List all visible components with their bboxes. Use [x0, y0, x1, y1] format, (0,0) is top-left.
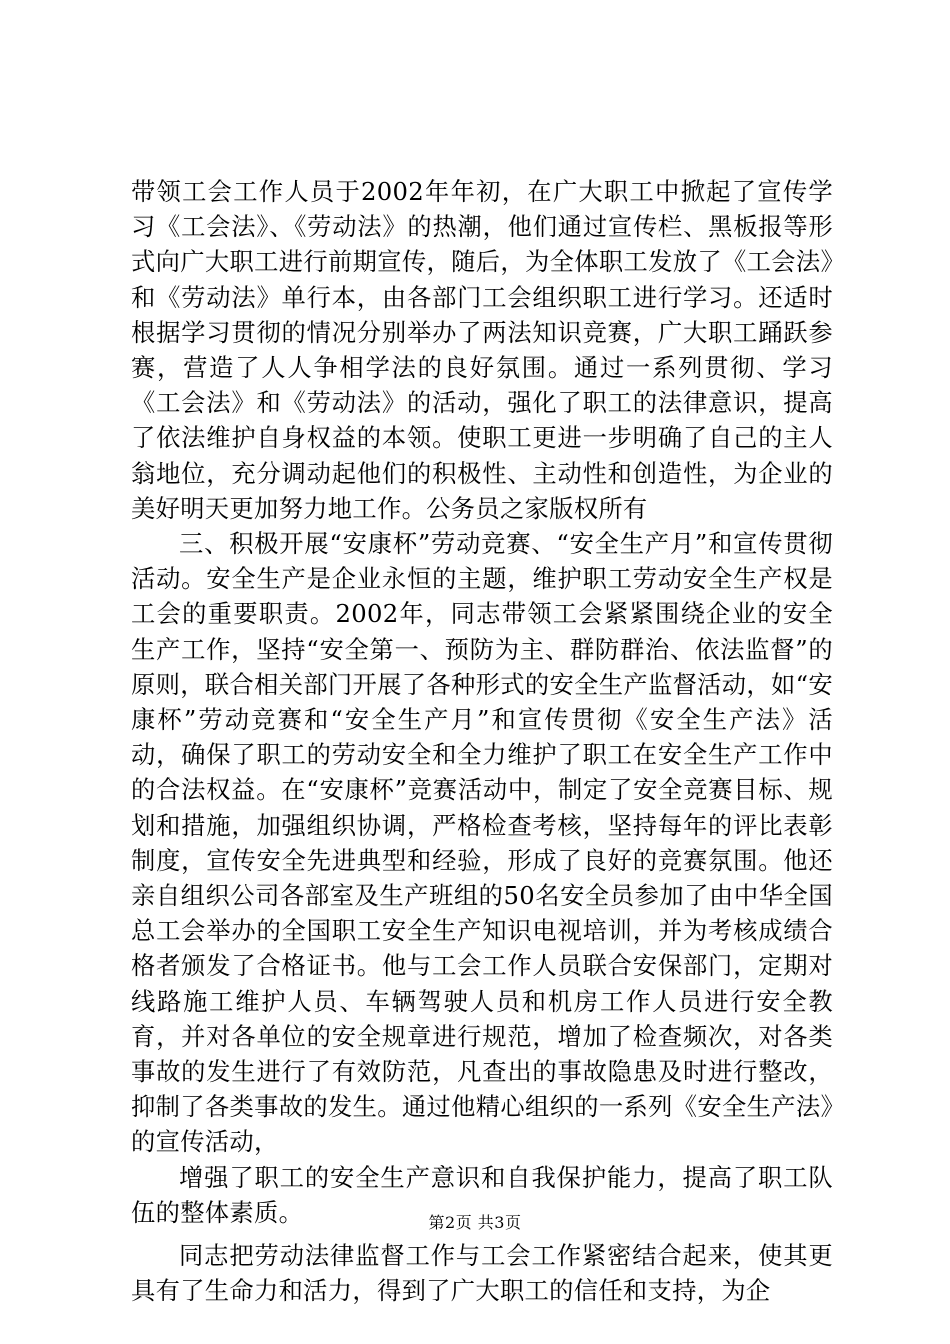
- paragraph-2: 三、积极开展“安康杯”劳动竞赛、“安全生产月”和宣传贯彻活动。安全生产是企业永恒的主题，维护职工劳动安全生产权是工会的重要职责。2002年，同志带领工会紧紧围绕企业的安全生产工作，坚持“安全第一、预防为主、群防群治、依法监督”的原则，联合相关部门开展了各种形式的安全生产监督活动，如“安康杯”劳动竞赛和“安全生产月”和宣传贯彻《安全生产法》活动，确保了职工的劳动安全和全力维护了职工在安全生产工作中的合法权益。在“安康杯”竞赛活动中，制定了安全竞赛目标、规划和措施，加强组织协调，严格检查考核，坚持每年的评比表彰制度，宣传安全先进典型和经验，形成了良好的竞赛氛围。他还亲自组织公司各部室及生产班组的50名安全员参加了由中华全国总工会举办的全国职工安全生产知识电视培训，并为考核成绩合格者颁发了合格证书。他与工会工作人员联合安保部门，定期对线路施工维护人员、车辆驾驶人员和机房工作人员进行安全教育，并对各单位的安全规章进行规范，增加了检查频次，对各类事故的发生进行了有效防范，凡查出的事故隐患及时进行整改，抑制了各类事故的发生。通过他精心组织的一系列《安全生产法》的宣传活动，: [131, 529, 833, 1157]
- paragraph-1: 带领工会工作人员于2002年年初，在广大职工中掀起了宣传学习《工会法》、《劳动法》的热潮，他们通过宣传栏、黑板报等形式向广大职工进行前期宣传，随后，为全体职工发放了《工会法》和《劳动法》单行本，由各部门工会组织职工进行学习。还适时根据学习贯彻的情况分别举办了两法知识竞赛，广大职工踊跃参赛，营造了人人争相学法的良好氛围。通过一系列贯彻、学习《工会法》和《劳动法》的活动，强化了职工的法律意识，提高了依法维护自身权益的本领。使职工更进一步明确了自己的主人翁地位，充分调动起他们的积极性、主动性和创造性，为企业的美好明天更加努力地工作。公务员之家版权所有: [131, 177, 833, 523]
- paragraph-3: 增强了职工的安全生产意识和自我保护能力，提高了职工队伍的整体素质。: [131, 1162, 833, 1227]
- document-body: [131, 174, 833, 1309]
- paragraph-4: 同志把劳动法律监督工作与工会工作紧密结合起来，使其更具有了生命力和活力，得到了广大职工的信任和支持，为企: [131, 1241, 833, 1306]
- page-number-footer: 第2页 共3页: [428, 1213, 522, 1232]
